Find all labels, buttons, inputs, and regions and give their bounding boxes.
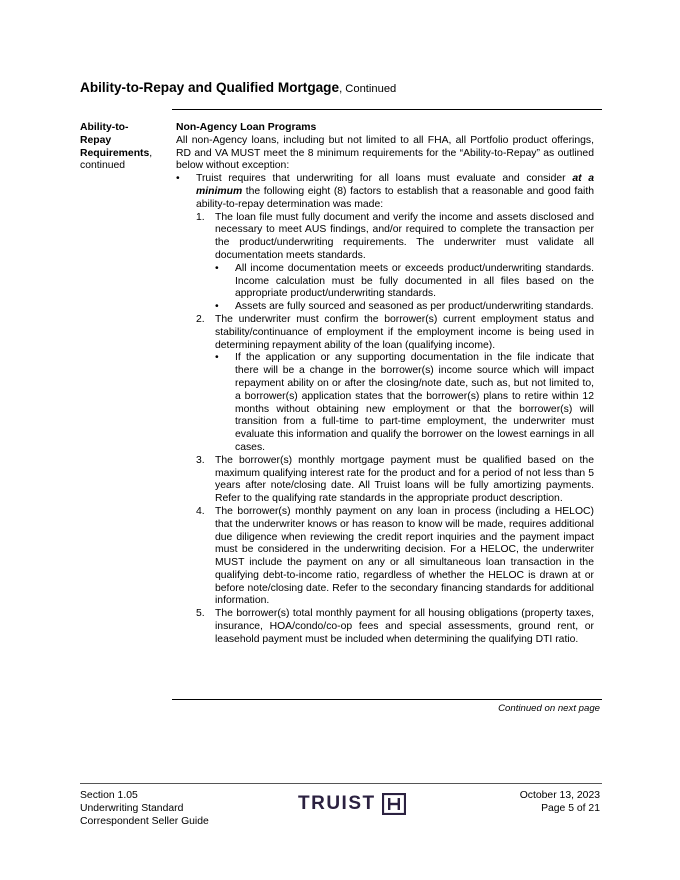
side-label-line1: Ability-to-: [80, 122, 129, 133]
item-number: 2.: [196, 313, 205, 325]
item-number: 4.: [196, 505, 205, 517]
footer-left: [80, 789, 209, 828]
bullet-emphasis: at a minimum: [196, 173, 595, 197]
item-number: 3.: [196, 454, 205, 466]
continued-note: Continued on next page: [498, 703, 600, 714]
list-item: [196, 608, 594, 646]
main-bullet: [176, 173, 594, 211]
section-heading: Non-Agency Loan Programs: [176, 122, 317, 133]
item-text: The borrower(s) monthly payment on any loan in process (including a HELOC) that the underwriter knows or has reason to know will be made, requires additional due diligence when reviewing the credit report inquiries and the payment impact must be considered in the underwriting decision. For a HELOC, the underwriter MUST include the payment on any or all simultaneous loan transaction in the qualifying debt-to-income ratio, regardless of whether the HELOC is drawn at or before note/closing date. Refer to the secondary financing standards for additional information.: [215, 505, 594, 607]
page-title: [80, 80, 396, 95]
item-text: The borrower(s) monthly mortgage payment must be qualified based on the maximum qualifying interest rate for the product and for a period of not less than 5 years after note/closing date. All Truist loans will be fully amortizing payments. Refer to the qualifying rate standards in the appropriate product description.: [215, 454, 594, 505]
truist-logo: [298, 793, 406, 815]
sub-item-text: Assets are fully sourced and seasoned as per product/underwriting standards.: [235, 301, 594, 313]
sub-item-text: All income documentation meets or exceeds product/underwriting standards. Income calculation must be fully documented in all files based on the appropriate product/underwriting standards.: [235, 262, 594, 300]
bullet-icon: •: [215, 301, 219, 313]
list-item: [196, 314, 594, 352]
item-number: 5.: [196, 608, 205, 620]
intro-paragraph: All non-Agency loans, including but not limited to all FHA, all Portfolio product offerings, RD and VA MUST meet the 8 minimum requirements for the “Ability-to-Repay” as outlined below without exception:: [176, 134, 594, 172]
side-label-line2: Repay: [80, 134, 112, 146]
bullet-text-post: the following eight (8) factors to establish that a reasonable and good faith ability-to-repay determination was made:: [196, 185, 594, 210]
sub-list-item: [215, 352, 594, 454]
item-number: 1.: [196, 211, 205, 223]
item-text: The loan file must fully document and verify the income and assets disclosed and necessary to meet AUS findings, and/or required to complete the transaction per the product/underwriting requirements. The underwriter must validate all documentation meets standards.: [215, 211, 594, 261]
truist-mark-icon: [382, 793, 406, 815]
side-label: [80, 122, 170, 173]
footer-section: Section 1.05: [80, 790, 138, 801]
logo-wordmark: TRUIST: [298, 793, 376, 814]
list-item: [196, 506, 594, 608]
footer-guide: Correspondent Seller Guide: [80, 816, 209, 827]
footer-rule: [80, 783, 602, 784]
page-title-suffix: , Continued: [339, 83, 397, 95]
item-text: The borrower(s) total monthly payment for all housing obligations (property taxes, insurance, HOA/condo/co-op fees and special assessments, ground rent, or leasehold payment must be included when determining the qualifying DTI ratio.: [215, 608, 594, 645]
side-label-line3: Requirements: [80, 147, 150, 159]
list-item: [196, 455, 594, 506]
bullet-icon: •: [215, 262, 219, 274]
item-text: The underwriter must confirm the borrower(s) current employment status and stability/continuance of employment if the employment income is being used in determining repayment ability of the loan (qualifying income).: [215, 313, 594, 351]
page-title-main: Ability-to-Repay and Qualified Mortgage: [80, 80, 340, 95]
top-rule: [172, 109, 602, 110]
sub-item-text: If the application or any supporting documentation in the file indicate that there will be a change in the borrower(s) income source which will impact repayment ability on or after the closing/note date, such as, but not limited to, a borrower(s) application states that the borrower(s) plans to retire within 12 months without obtaining new employment or that the borrower(s) will transition from a full-time to part-time employment, the underwriter must evaluate this information and qualify the borrower on the lowest earnings in all cases.: [235, 352, 594, 453]
footer-date: October 13, 2023: [519, 790, 600, 801]
bullet-text-pre: Truist requires that underwriting for all loans must evaluate and consider: [196, 173, 573, 185]
sub-list-item: [215, 301, 594, 314]
bullet-icon: •: [176, 173, 180, 185]
bottom-rule: [172, 699, 602, 700]
sub-list-item: [215, 263, 594, 301]
bullet-icon: •: [215, 352, 219, 364]
footer-standard: Underwriting Standard: [80, 803, 184, 814]
side-label-comma: ,: [149, 147, 153, 159]
footer-page: Page 5 of 21: [541, 803, 600, 814]
side-label-line4: continued: [80, 160, 126, 172]
list-item: [196, 212, 594, 263]
footer-right: [520, 789, 600, 815]
content-block: [176, 122, 594, 647]
